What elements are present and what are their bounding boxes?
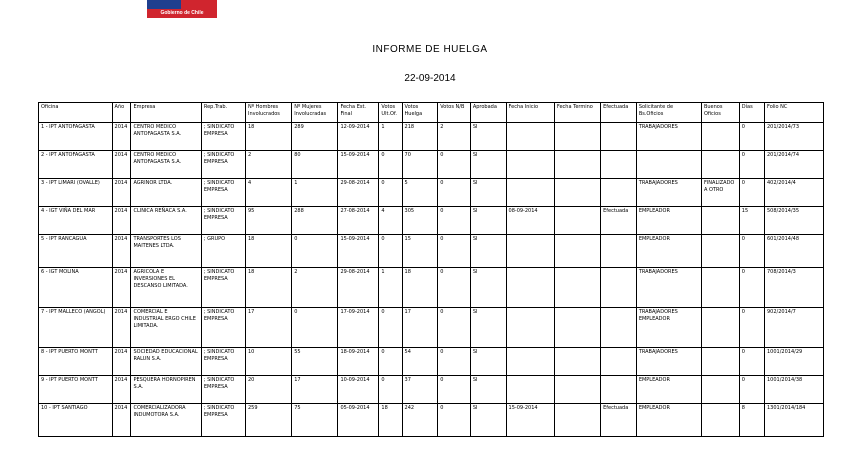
cell-solicitante: EMPLEADOR (636, 207, 701, 235)
government-logo (147, 0, 217, 18)
cell-fecha-est-final: 15-09-2014 (338, 235, 379, 268)
cell-efectuada (601, 151, 637, 179)
cell-empresa: CENTRO MEDICO ANTOFAGASTA S.A. (131, 151, 201, 179)
cell-votos-nb: 0 (438, 308, 471, 348)
cell-folio-nc: 201/2014/73 (765, 123, 824, 151)
cell-ano: 2014 (112, 179, 131, 207)
col-header-efectuada: Efectuada (601, 103, 637, 123)
table-header-row (39, 103, 824, 123)
cell-fecha-termino (554, 404, 600, 437)
col-header-mujeres: Nº Mujeres Involucradas (292, 103, 338, 123)
cell-solicitante: TRABAJADORES (636, 123, 701, 151)
cell-votos-ult-of: 1 (379, 123, 402, 151)
cell-oficina: 7 - IPT MALLECO (ANGOL) (39, 308, 113, 348)
cell-votos-ult-of: 4 (379, 207, 402, 235)
cell-votos-ult-of: 0 (379, 235, 402, 268)
cell-fecha-inicio (506, 376, 554, 404)
col-header-aprobada: Aprobada (470, 103, 506, 123)
cell-folio-nc: 708/2014/3 (765, 268, 824, 308)
cell-folio-nc: 1301/2014/184 (765, 404, 824, 437)
cell-fecha-termino (554, 235, 600, 268)
cell-fecha-termino (554, 207, 600, 235)
cell-votos-huelga: 305 (402, 207, 438, 235)
cell-buenos-oficios (701, 235, 739, 268)
logo-label: Gobierno de Chile (147, 9, 217, 18)
cell-efectuada (601, 268, 637, 308)
cell-mujeres: 0 (292, 235, 338, 268)
cell-mujeres: 1 (292, 179, 338, 207)
cell-efectuada: Efectuada (601, 404, 637, 437)
cell-fecha-termino (554, 376, 600, 404)
cell-mujeres: 2 (292, 268, 338, 308)
cell-fecha-est-final: 29-08-2014 (338, 179, 379, 207)
cell-mujeres: 288 (292, 207, 338, 235)
cell-hombres: 10 (245, 348, 291, 376)
table-row (39, 268, 824, 308)
table-row (39, 151, 824, 179)
cell-buenos-oficios (701, 123, 739, 151)
cell-aprobada: SI (470, 308, 506, 348)
cell-efectuada (601, 179, 637, 207)
cell-solicitante: EMPLEADOR (636, 376, 701, 404)
cell-votos-ult-of: 0 (379, 348, 402, 376)
cell-votos-huelga: 15 (402, 235, 438, 268)
cell-votos-nb: 0 (438, 268, 471, 308)
cell-rep-trab: ; SINDICATO EMPRESA (201, 404, 245, 437)
cell-empresa: SOCIEDAD EDUCACIONAL RALUN S.A. (131, 348, 201, 376)
col-header-empresa: Empresa (131, 103, 201, 123)
cell-folio-nc: 601/2014/48 (765, 235, 824, 268)
col-header-dias: Días (739, 103, 764, 123)
strike-report-table (38, 102, 824, 437)
cell-empresa: AGRINOR LTDA. (131, 179, 201, 207)
table-row (39, 376, 824, 404)
cell-ano: 2014 (112, 376, 131, 404)
cell-efectuada (601, 308, 637, 348)
cell-buenos-oficios (701, 308, 739, 348)
cell-fecha-est-final: 29-08-2014 (338, 268, 379, 308)
cell-fecha-inicio (506, 123, 554, 151)
cell-empresa: CLINICA REÑACA S.A. (131, 207, 201, 235)
cell-votos-ult-of: 18 (379, 404, 402, 437)
cell-solicitante: EMPLEADOR (636, 235, 701, 268)
cell-dias: 0 (739, 268, 764, 308)
cell-folio-nc: 1001/2014/38 (765, 376, 824, 404)
cell-aprobada: SI (470, 376, 506, 404)
cell-fecha-est-final: 05-09-2014 (338, 404, 379, 437)
cell-fecha-inicio: 15-09-2014 (506, 404, 554, 437)
cell-votos-huelga: 5 (402, 179, 438, 207)
cell-aprobada: SI (470, 179, 506, 207)
cell-hombres: 18 (245, 123, 291, 151)
cell-rep-trab: ; SINDICATO EMPRESA (201, 308, 245, 348)
col-header-votos-huelga: Votos Huelga (402, 103, 438, 123)
cell-fecha-est-final: 12-09-2014 (338, 123, 379, 151)
cell-mujeres: 17 (292, 376, 338, 404)
cell-fecha-est-final: 15-09-2014 (338, 151, 379, 179)
cell-dias: 0 (739, 376, 764, 404)
cell-rep-trab: ; GRUPO (201, 235, 245, 268)
cell-mujeres: 0 (292, 308, 338, 348)
cell-votos-ult-of: 0 (379, 376, 402, 404)
cell-votos-ult-of: 0 (379, 151, 402, 179)
cell-rep-trab: ; SINDICATO EMPRESA (201, 151, 245, 179)
cell-buenos-oficios (701, 268, 739, 308)
cell-buenos-oficios (701, 404, 739, 437)
logo-flag-stripe (147, 0, 217, 9)
col-header-hombres: Nº Hombres Involucrados (245, 103, 291, 123)
cell-aprobada: SI (470, 235, 506, 268)
cell-oficina: 5 - IPT RANCAGUA (39, 235, 113, 268)
cell-folio-nc: 201/2014/74 (765, 151, 824, 179)
cell-votos-nb: 0 (438, 404, 471, 437)
col-header-fecha-termino: Fecha Termino (554, 103, 600, 123)
col-header-solicitante: Solicitante de Bs.Oficios (636, 103, 701, 123)
cell-solicitante: TRABAJADORES EMPLEADOR (636, 308, 701, 348)
cell-oficina: 3 - IPT LIMARI (OVALLE) (39, 179, 113, 207)
cell-mujeres: 289 (292, 123, 338, 151)
cell-rep-trab: ; SINDICATO EMPRESA (201, 207, 245, 235)
cell-hombres: 17 (245, 308, 291, 348)
cell-buenos-oficios: FINALIZADO A OTRO (701, 179, 739, 207)
cell-votos-huelga: 17 (402, 308, 438, 348)
cell-votos-nb: 0 (438, 179, 471, 207)
cell-votos-nb: 0 (438, 348, 471, 376)
cell-efectuada: Efectuada (601, 207, 637, 235)
cell-fecha-termino (554, 268, 600, 308)
cell-oficina: 1 - IPT ANTOFAGASTA (39, 123, 113, 151)
cell-dias: 0 (739, 123, 764, 151)
cell-fecha-inicio (506, 151, 554, 179)
cell-oficina: 4 - IGT VIÑA DEL MAR (39, 207, 113, 235)
cell-oficina: 9 - IPT PUERTO MONTT (39, 376, 113, 404)
cell-fecha-termino (554, 151, 600, 179)
cell-rep-trab: ; SINDICATO EMPRESA (201, 123, 245, 151)
cell-buenos-oficios (701, 376, 739, 404)
cell-votos-nb: 0 (438, 151, 471, 179)
cell-votos-nb: 2 (438, 123, 471, 151)
cell-buenos-oficios (701, 207, 739, 235)
cell-solicitante: EMPLEADOR (636, 404, 701, 437)
col-header-fecha-inicio: Fecha Inicio (506, 103, 554, 123)
cell-fecha-inicio (506, 268, 554, 308)
col-header-fecha-est-final: Fecha Est. Final (338, 103, 379, 123)
cell-hombres: 20 (245, 376, 291, 404)
cell-fecha-inicio (506, 235, 554, 268)
cell-fecha-inicio (506, 179, 554, 207)
cell-buenos-oficios (701, 348, 739, 376)
cell-fecha-inicio (506, 308, 554, 348)
cell-aprobada: SI (470, 151, 506, 179)
cell-votos-nb: 0 (438, 235, 471, 268)
cell-rep-trab: ; SINDICATO EMPRESA (201, 268, 245, 308)
col-header-votos-nb: Votos N/B (438, 103, 471, 123)
report-title: INFORME DE HUELGA (372, 44, 488, 55)
cell-votos-ult-of: 0 (379, 308, 402, 348)
logo-blue-block (147, 0, 181, 9)
cell-efectuada (601, 376, 637, 404)
cell-votos-huelga: 242 (402, 404, 438, 437)
cell-empresa: PESQUERA HORNOPIREN S.A. (131, 376, 201, 404)
cell-votos-huelga: 70 (402, 151, 438, 179)
cell-rep-trab: ; SINDICATO EMPRESA (201, 348, 245, 376)
cell-dias: 0 (739, 348, 764, 376)
cell-solicitante (636, 151, 701, 179)
cell-oficina: 6 - IGT MOLINA (39, 268, 113, 308)
table-row (39, 123, 824, 151)
cell-fecha-termino (554, 348, 600, 376)
col-header-votos-ult-of: Votos Ult.Of. (379, 103, 402, 123)
table-row (39, 235, 824, 268)
cell-dias: 0 (739, 179, 764, 207)
cell-solicitante: TRABAJADORES (636, 268, 701, 308)
col-header-folio-nc: Folio NC (765, 103, 824, 123)
cell-empresa: CENTRO MEDICO ANTOFAGASTA S.A. (131, 123, 201, 151)
cell-fecha-est-final: 10-09-2014 (338, 376, 379, 404)
cell-empresa: TRANSPORTES LOS MAITENES LTDA. (131, 235, 201, 268)
cell-aprobada: SI (470, 268, 506, 308)
table-row (39, 404, 824, 437)
cell-buenos-oficios (701, 151, 739, 179)
cell-aprobada: SI (470, 123, 506, 151)
cell-folio-nc: 402/2014/4 (765, 179, 824, 207)
cell-votos-huelga: 37 (402, 376, 438, 404)
cell-ano: 2014 (112, 268, 131, 308)
cell-aprobada: SI (470, 348, 506, 376)
cell-efectuada (601, 123, 637, 151)
cell-votos-ult-of: 0 (379, 179, 402, 207)
cell-hombres: 259 (245, 404, 291, 437)
cell-hombres: 18 (245, 235, 291, 268)
cell-hombres: 95 (245, 207, 291, 235)
cell-mujeres: 55 (292, 348, 338, 376)
cell-fecha-termino (554, 123, 600, 151)
cell-hombres: 18 (245, 268, 291, 308)
cell-aprobada: SI (470, 207, 506, 235)
cell-votos-huelga: 54 (402, 348, 438, 376)
cell-fecha-est-final: 17-09-2014 (338, 308, 379, 348)
cell-hombres: 4 (245, 179, 291, 207)
cell-mujeres: 80 (292, 151, 338, 179)
col-header-ano: Año (112, 103, 131, 123)
table-row (39, 207, 824, 235)
cell-dias: 15 (739, 207, 764, 235)
cell-rep-trab: ; SINDICATO EMPRESA (201, 179, 245, 207)
col-header-oficina: Oficina (39, 103, 113, 123)
cell-votos-huelga: 18 (402, 268, 438, 308)
cell-ano: 2014 (112, 123, 131, 151)
table-row (39, 179, 824, 207)
cell-ano: 2014 (112, 235, 131, 268)
cell-votos-nb: 0 (438, 376, 471, 404)
cell-fecha-termino (554, 308, 600, 348)
cell-oficina: 2 - IPT ANTOFAGASTA (39, 151, 113, 179)
cell-empresa: COMERCIALIZADORA INDUMOTORA S.A. (131, 404, 201, 437)
cell-solicitante: TRABAJADORES (636, 348, 701, 376)
cell-ano: 2014 (112, 348, 131, 376)
cell-ano: 2014 (112, 151, 131, 179)
report-date: 22-09-2014 (404, 73, 456, 84)
cell-ano: 2014 (112, 207, 131, 235)
cell-votos-ult-of: 1 (379, 268, 402, 308)
cell-fecha-termino (554, 179, 600, 207)
cell-empresa: AGRICOLA E INVERSIONES EL DESCANSO LIMITADA. (131, 268, 201, 308)
cell-votos-huelga: 218 (402, 123, 438, 151)
col-header-buenos-oficios: Buenos Oficios (701, 103, 739, 123)
cell-mujeres: 75 (292, 404, 338, 437)
cell-rep-trab: ; SINDICATO EMPRESA (201, 376, 245, 404)
cell-dias: 0 (739, 308, 764, 348)
cell-aprobada: SI (470, 404, 506, 437)
logo-red-block (181, 0, 217, 9)
col-header-rep-trab: Rep.Trab. (201, 103, 245, 123)
cell-ano: 2014 (112, 308, 131, 348)
cell-fecha-inicio (506, 348, 554, 376)
cell-fecha-inicio: 08-09-2014 (506, 207, 554, 235)
cell-folio-nc: 1001/2014/29 (765, 348, 824, 376)
cell-oficina: 10 - IPT SANTIAGO (39, 404, 113, 437)
cell-solicitante: TRABAJADORES (636, 179, 701, 207)
cell-dias: 0 (739, 151, 764, 179)
cell-ano: 2014 (112, 404, 131, 437)
cell-folio-nc: 508/2014/35 (765, 207, 824, 235)
cell-folio-nc: 902/2014/7 (765, 308, 824, 348)
cell-hombres: 2 (245, 151, 291, 179)
cell-empresa: COMERCIAL E INDUSTRIAL ERGO CHILE LIMITADA. (131, 308, 201, 348)
cell-oficina: 8 - IPT PUERTO MONTT (39, 348, 113, 376)
cell-votos-nb: 0 (438, 207, 471, 235)
cell-efectuada (601, 348, 637, 376)
cell-efectuada (601, 235, 637, 268)
table-row (39, 348, 824, 376)
cell-dias: 0 (739, 235, 764, 268)
cell-fecha-est-final: 27-08-2014 (338, 207, 379, 235)
cell-dias: 8 (739, 404, 764, 437)
cell-fecha-est-final: 18-09-2014 (338, 348, 379, 376)
table-row (39, 308, 824, 348)
